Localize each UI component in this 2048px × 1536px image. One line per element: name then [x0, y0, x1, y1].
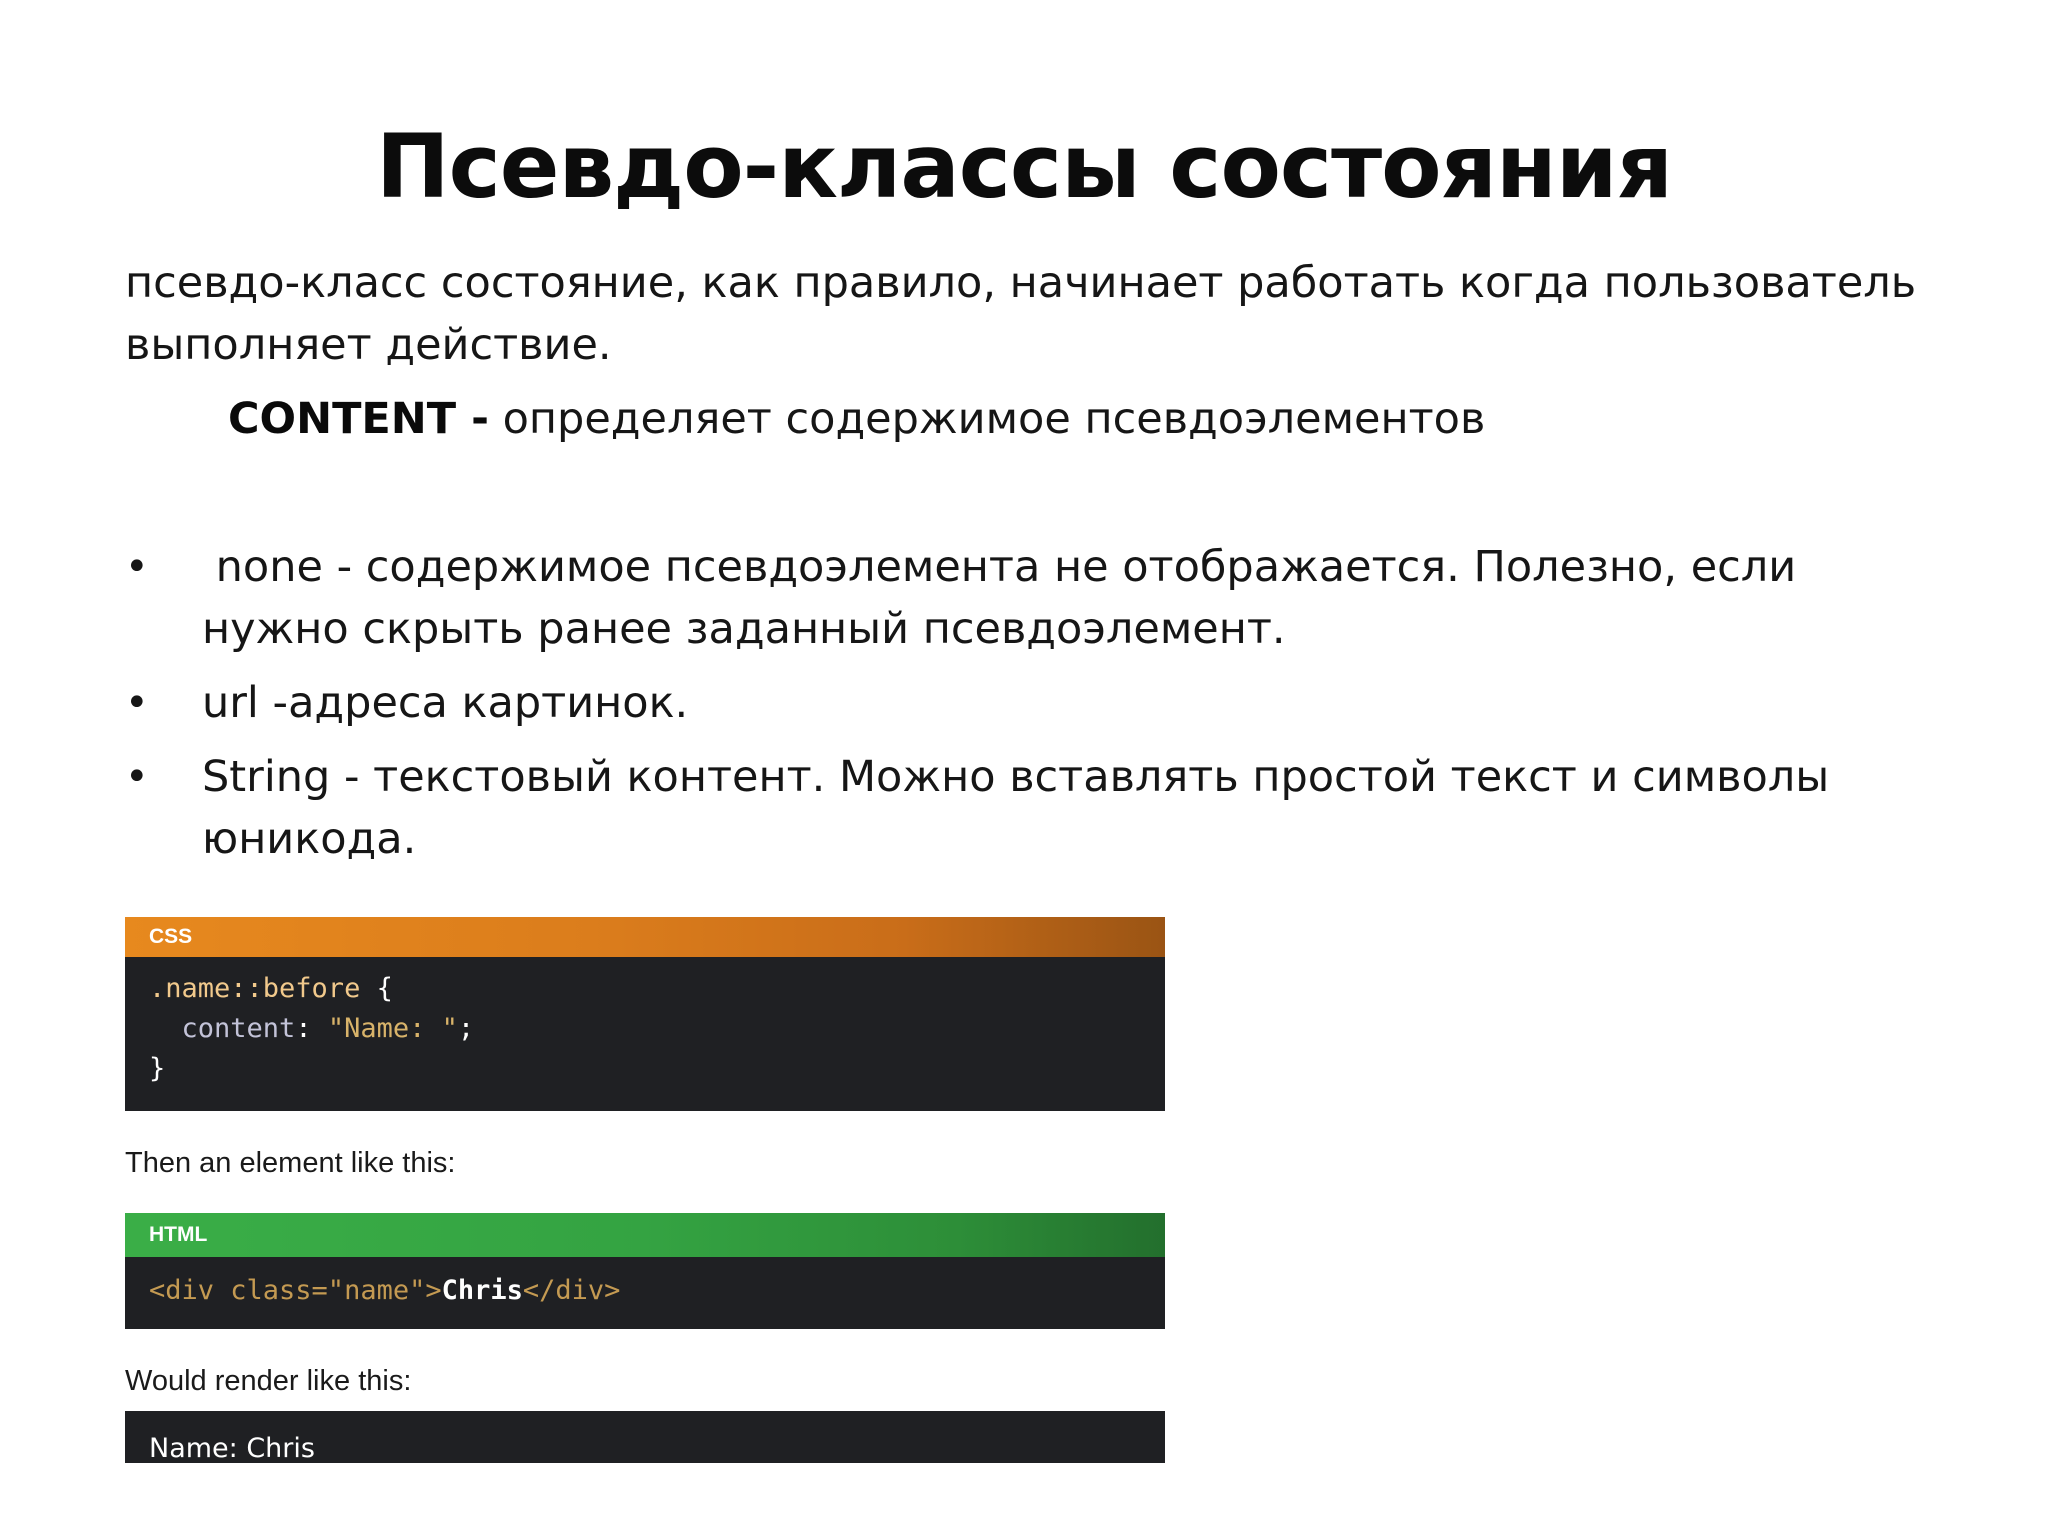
list-item [125, 746, 1945, 870]
css-indent [149, 1013, 182, 1044]
css-code [125, 957, 1165, 1105]
css-code-block [125, 917, 1165, 1111]
css-semicolon: ; [457, 1013, 475, 1044]
bullet-icon: • [125, 544, 149, 590]
css-value: "Name: " [327, 1013, 458, 1044]
intro-paragraph: псевдо-класс состояние, как правило, начинает работать когда пользователь выполняет действие. [125, 258, 1917, 370]
css-selector: .name::before [149, 973, 361, 1004]
render-output: Name: Chris [149, 1433, 315, 1463]
css-open-brace: { [360, 973, 393, 1004]
content-definition [228, 388, 1485, 450]
bullet-icon: • [125, 754, 149, 800]
css-property: content [181, 1013, 296, 1044]
slide-bottom-area [0, 1463, 2048, 1536]
content-description: определяет содержимое псевдоэлементов [488, 394, 1486, 444]
css-label: CSS [125, 917, 1165, 957]
caption-render: Would render like this: [125, 1365, 412, 1397]
html-close-tag: </div> [522, 1275, 621, 1306]
caption-element: Then an element like this: [125, 1147, 456, 1179]
css-close-brace: } [149, 1053, 166, 1084]
list-item [125, 672, 1945, 734]
css-colon: : [295, 1013, 328, 1044]
content-keyword: CONTENT - [228, 394, 489, 444]
bullet-text: none - содержимое псевдоэлемента не отображается. Полезно, если нужно скрыть ранее заданный псевдоэлемент. [202, 542, 1810, 654]
html-text: Chris [441, 1275, 523, 1306]
bullet-icon: • [125, 680, 149, 726]
html-open-tag: <div class="name"> [149, 1275, 442, 1306]
slide-title: Псевдо-классы состояния [375, 115, 1673, 218]
html-code-block [125, 1213, 1165, 1329]
list-item [125, 536, 1945, 660]
html-code [125, 1257, 1165, 1327]
render-output-block [125, 1411, 1165, 1463]
html-label: HTML [125, 1213, 1165, 1257]
bullet-list [125, 536, 1945, 882]
bullet-text: String - текстовый контент. Можно вставлять простой текст и символы юникода. [202, 752, 1830, 864]
bullet-text: url -адреса картинок. [202, 678, 689, 728]
